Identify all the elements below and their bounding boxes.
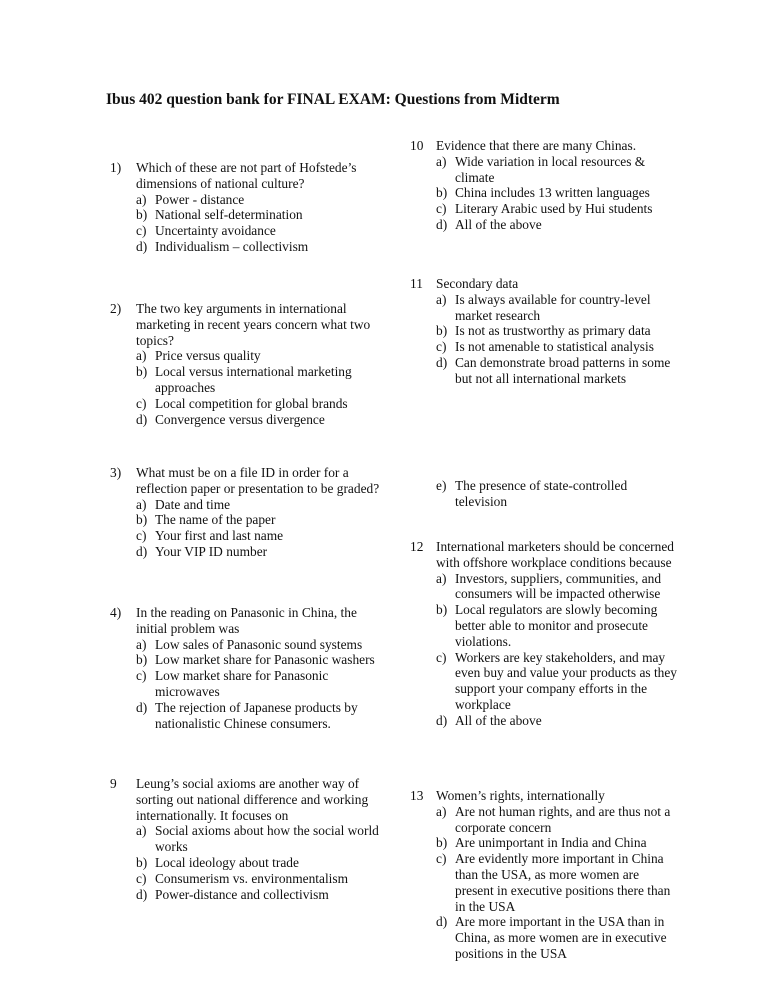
option: d) Individualism – collectivism bbox=[136, 238, 309, 254]
option: b) Are unimportant in India and China bbox=[436, 835, 647, 851]
option: a) Is always available for country-level market research bbox=[436, 291, 651, 323]
question-stem bbox=[410, 539, 680, 571]
option: b) Local versus international marketing approaches bbox=[136, 364, 352, 395]
option: b) Is not as trustworthy as primary data bbox=[436, 323, 651, 339]
question-text: The two key arguments in international marketing in recent years concern what two topics? bbox=[136, 301, 371, 348]
option: a) Power - distance bbox=[136, 191, 245, 207]
option: d) Power-distance and collectivism bbox=[136, 886, 329, 902]
question-1 bbox=[110, 160, 380, 255]
option: e) The presence of state-controlled television bbox=[436, 478, 628, 509]
question-number: 11 bbox=[410, 276, 423, 291]
question-text: What must be on a file ID in order for a reflection paper or presentation to be graded? bbox=[136, 465, 380, 496]
option: b) Low market share for Panasonic washers bbox=[136, 652, 375, 668]
option: d) All of the above bbox=[436, 216, 542, 232]
question-3 bbox=[110, 465, 380, 560]
option: d) Your VIP ID number bbox=[136, 543, 268, 559]
question-text: Secondary data bbox=[436, 276, 519, 291]
question-stem bbox=[410, 788, 680, 804]
question-text: Evidence that there are many Chinas. bbox=[436, 138, 637, 153]
option: c) Are evidently more important in China than the USA, as more women are present in executive positions there than in the USA bbox=[436, 851, 671, 914]
option: d) Can demonstrate broad patterns in some but not all international markets bbox=[436, 354, 671, 386]
question-number: 13 bbox=[410, 788, 424, 803]
option: b) The name of the paper bbox=[136, 512, 276, 528]
option: a) Date and time bbox=[136, 496, 231, 512]
question-2 bbox=[110, 301, 380, 427]
question-stem bbox=[410, 276, 680, 292]
option: c) Literary Arabic used by Hui students bbox=[436, 201, 653, 217]
question-10 bbox=[410, 138, 680, 233]
option: d) The rejection of Japanese products by nationalistic Chinese consumers. bbox=[136, 699, 358, 731]
option: b) China includes 13 written languages bbox=[436, 185, 650, 201]
option: b) Local regulators are slowly becoming better able to monitor and prosecute violations. bbox=[436, 602, 658, 649]
question-4 bbox=[110, 605, 380, 731]
option: a) Low sales of Panasonic sound systems bbox=[136, 636, 363, 652]
option: c) Local competition for global brands bbox=[136, 395, 348, 411]
question-12 bbox=[410, 539, 680, 729]
option: a) Wide variation in local resources & climate bbox=[436, 153, 646, 185]
question-13 bbox=[410, 788, 680, 962]
question-number: 10 bbox=[410, 138, 424, 153]
option: d) Are more important in the USA than in China, as more women are in executive positions in the USA bbox=[436, 914, 667, 961]
option: c) Workers are key stakeholders, and may even buy and value your products as they support your company efforts in the workplace bbox=[436, 649, 677, 712]
question-11-continued bbox=[410, 478, 680, 510]
question-stem bbox=[110, 465, 380, 497]
option: c) Your first and last name bbox=[136, 528, 284, 544]
option: c) Is not amenable to statistical analysis bbox=[436, 339, 654, 355]
question-number: 12 bbox=[410, 539, 424, 554]
option: a) Price versus quality bbox=[136, 348, 261, 364]
option: c) Consumerism vs. environmentalism bbox=[136, 870, 349, 886]
question-11 bbox=[410, 276, 680, 387]
question-stem bbox=[110, 301, 380, 348]
question-text: In the reading on Panasonic in China, the initial problem was bbox=[136, 605, 357, 636]
option: a) Investors, suppliers, communities, and consumers will be impacted otherwise bbox=[436, 570, 662, 602]
option: d) All of the above bbox=[436, 712, 542, 728]
question-text: International marketers should be concerned with offshore workplace conditions because bbox=[436, 539, 674, 570]
question-stem bbox=[110, 776, 380, 823]
option: a) Are not human rights, and are thus not a corporate concern bbox=[436, 803, 671, 835]
option: b) National self-determination bbox=[136, 207, 303, 223]
question-stem bbox=[110, 160, 380, 192]
option: c) Uncertainty avoidance bbox=[136, 223, 276, 239]
option: d) Convergence versus divergence bbox=[136, 411, 325, 427]
question-number: 2) bbox=[110, 301, 122, 316]
option: b) Local ideology about trade bbox=[136, 854, 299, 870]
question-number: 1) bbox=[110, 160, 122, 175]
page-title: Ibus 402 question bank for FINAL EXAM: Questions from Midterm bbox=[106, 91, 560, 108]
question-stem bbox=[410, 138, 680, 154]
question-text: Which of these are not part of Hofstede’s dimensions of national culture? bbox=[136, 160, 357, 191]
option: a) Social axioms about how the social world works bbox=[136, 823, 379, 855]
option: c) Low market share for Panasonic microwaves bbox=[136, 668, 329, 699]
question-text: Women’s rights, internationally bbox=[436, 788, 605, 803]
question-number: 9 bbox=[110, 776, 117, 791]
question-9 bbox=[110, 776, 380, 902]
question-stem bbox=[110, 605, 380, 637]
question-number: 3) bbox=[110, 465, 122, 480]
question-text: Leung’s social axioms are another way of sorting out national difference and working internationally. It focuses on bbox=[136, 776, 369, 823]
question-number: 4) bbox=[110, 605, 122, 620]
